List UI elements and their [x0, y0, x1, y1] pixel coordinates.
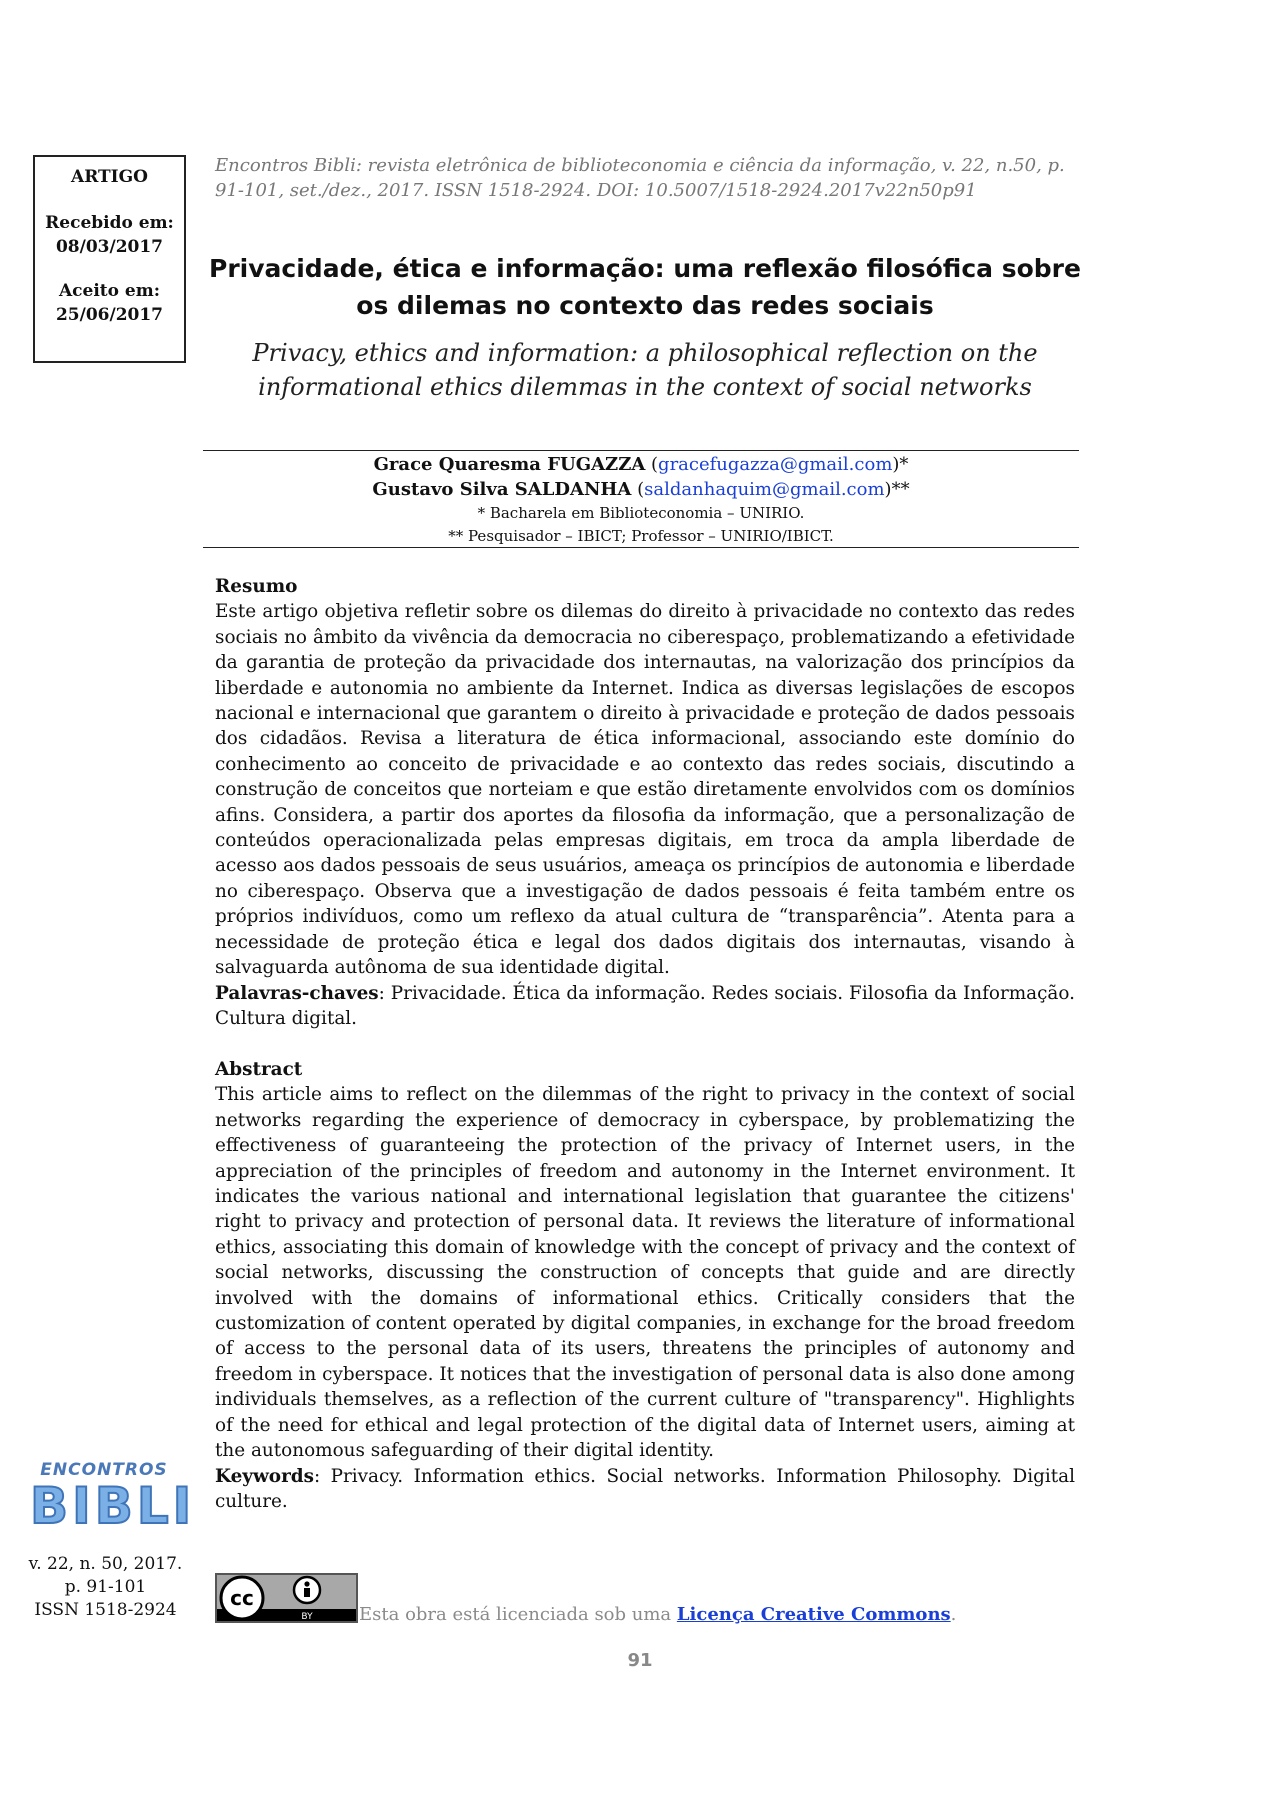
received-date: 08/03/2017 [55, 237, 164, 257]
resumo-heading: Resumo [215, 576, 298, 597]
resumo-keywords: : Privacidade. Ética da informação. Redes sociais. Filosofia da Informação. Cultura digital. [215, 982, 1075, 1029]
accepted-label: Aceito em: [58, 281, 160, 301]
author-line: Gustavo Silva SALDANHA (saldanhaquim@gmail.com)** [372, 479, 910, 500]
article-info-box [33, 155, 186, 363]
authors-bottom-rule [203, 547, 1079, 548]
logo-bottom-text: BIBLI [30, 1477, 196, 1535]
license-prefix: Esta obra está licenciada sob uma [359, 1604, 677, 1625]
author-name: Gustavo Silva SALDANHA [372, 479, 632, 500]
abstract-text: This article aims to reflect on the dilemmas of the right to privacy in the context of social networks regarding the experience of democracy in cyberspace, by problematizing the effectiveness of guaranteeing the protection of the privacy of Internet users, in the appreciation of the principles of freedom and autonomy in the Internet environment. It indicates the various national and international legislation that guarantee the citizens' right to privacy and protection of personal data. It reviews the literature of informational ethics, associating this domain of knowledge with the concept of privacy and the context of social networks, discussing the construction of concepts that guide and are directly involved with the domains of informational ethics. Critically considers that the customization of content operated by digital companies, in exchange for the broad freedom of access to the personal data of its users, threatens the principles of autonomy and freedom in cyberspace. It notices that the investigation of personal data is also done among individuals themselves, as a reflection of the current culture of "transparency". Highlights of the need for ethical and legal protection of the digital data of Internet users, aiming at the autonomous safeguarding of their digital identity. [215, 1084, 1075, 1462]
authors-block [203, 452, 1079, 548]
pages-line: p. 91-101 [64, 1577, 147, 1597]
volume-line: v. 22, n. 50, 2017. [28, 1554, 183, 1574]
encontros-bibli-logo [28, 1460, 196, 1540]
title-english: Privacy, ethics and information: a philosophical reflection on the informational ethics dilemmas in the context of social networks [252, 339, 1038, 401]
license-link[interactable]: Licença Creative Commons [676, 1604, 951, 1625]
title-portuguese: Privacidade, ética e informação: uma reflexão filosófica sobre os dilemas no contexto das redes sociais [209, 254, 1081, 320]
resumo-keywords-label: Palavras-chaves [215, 982, 379, 1004]
cc-text: cc [230, 1586, 254, 1610]
cc-by-badge[interactable] [215, 1573, 358, 1623]
accepted-date: 25/06/2017 [55, 305, 164, 325]
page-number: 91 [627, 1650, 653, 1671]
authors-top-rule [203, 450, 1079, 451]
abstract-heading: Abstract [215, 1059, 303, 1080]
affiliation: ** Pesquisador – IBICT; Professor – UNIRIO/IBICT. [448, 527, 834, 545]
article-type: ARTIGO [71, 167, 148, 187]
abstract-keywords: : Privacy. Information ethics. Social networks. Information Philosophy. Digital culture. [215, 1465, 1075, 1512]
abstract-keywords-label: Keywords [215, 1465, 314, 1487]
author-marker: * [899, 454, 909, 475]
issn-line: ISSN 1518-2924 [34, 1600, 177, 1620]
license-statement [359, 1603, 956, 1627]
cc-badge-graphic [217, 1575, 356, 1621]
author-line: Grace Quaresma FUGAZZA (gracefugazza@gmail.com)* [373, 454, 909, 475]
author-name: Grace Quaresma FUGAZZA [373, 454, 646, 475]
license-suffix: . [950, 1604, 957, 1625]
author-email-link[interactable]: gracefugazza@gmail.com [658, 454, 893, 475]
affiliation: * Bacharela em Biblioteconomia – UNIRIO. [477, 504, 805, 522]
received-label: Recebido em: [45, 213, 174, 233]
logo-top-text: ENCONTROS [40, 1460, 168, 1480]
author-marker: ** [891, 479, 910, 500]
author-email-link[interactable]: saldanhaquim@gmail.com [644, 479, 885, 500]
by-text: BY [301, 1612, 313, 1621]
resumo-section [215, 574, 1075, 1031]
journal-citation: Encontros Bibli: revista eletrônica de biblioteconomia e ciência da informação, v. 22, n.50, p. 91-101, set./dez., 2017. ISSN 1518-2924. DOI: 10.5007/1518-2924.2017v22n50p91 [215, 155, 1065, 201]
abstract-section [215, 1057, 1075, 1514]
volume-info [18, 1553, 193, 1622]
resumo-text: Este artigo objetiva refletir sobre os dilemas do direito à privacidade no contexto das redes sociais no âmbito da vivência da democracia no ciberespaço, problematizando a efetividade da garantia de proteção da privacidade dos internautas, na valorização dos princípios da liberdade e autonomia no ambiente da Internet. Indica as diversas legislações de escopos nacional e internacional que garantem o direito à privacidade e proteção de dados pessoais dos cidadãos. Revisa a literatura de ética informacional, associando este domínio do conhecimento ao conceito de privacidade e ao contexto das redes sociais, discutindo a construção de conceitos que norteiam e que estão diretamente envolvidos com os domínios afins. Considera, a partir dos aportes da filosofia da informação, que a personalização de conteúdos operacionalizada pelas empresas digitais, em troca da ampla liberdade de acesso aos dados pessoais de seus usuários, ameaça os princípios de autonomia e liberdade no ciberespaço. Observa que a investigação de dados pessoais é feita também entre os próprios indivíduos, como um reflexo da atual cultura de “transparência”. Atenta para a necessidade de proteção ética e legal dos dados digitais dos internautas, visando à salvaguarda autônoma de sua identidade digital. [215, 601, 1075, 979]
